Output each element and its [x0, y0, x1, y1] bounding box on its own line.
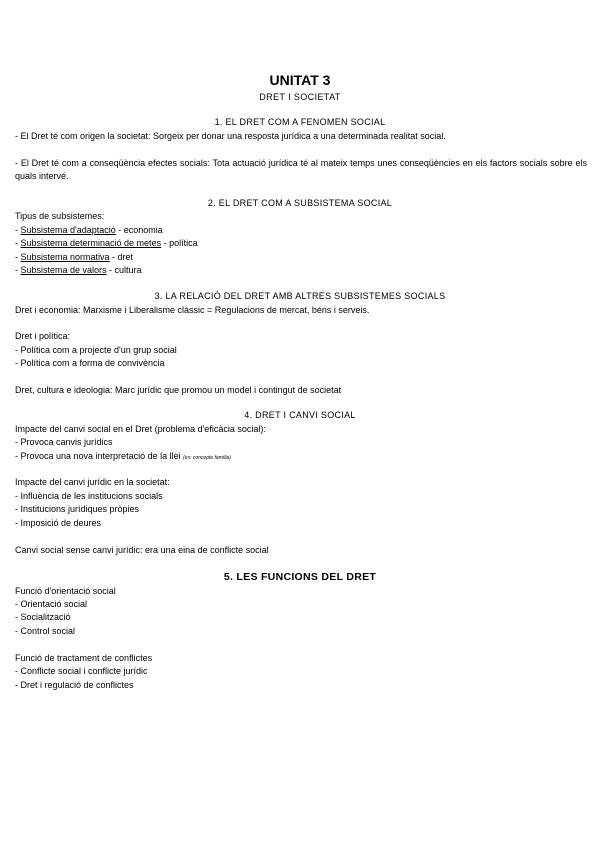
law-politics-item: - Política com a forma de convivència: [15, 358, 165, 368]
law-politics-title: Dret i política:: [15, 331, 71, 341]
section-1-paragraph-1: - El Dret té com origen la societat: Sorgeix per donar una resposta jurídica a una determinada realitat social.: [15, 131, 446, 141]
section-3-heading: 3. LA RELACIÓ DEL DRET AMB ALTRES SUBSISTEMES SOCIALS: [154, 291, 446, 301]
subsystem-item: - Subsistema de valors - cultura: [15, 265, 142, 275]
function-orientation-item: - Control social: [15, 626, 76, 636]
subsystem-relation: dret: [117, 252, 134, 262]
subsystem-relation: cultura: [114, 265, 142, 275]
section-4-heading: 4. DRET I CANVI SOCIAL: [244, 410, 356, 420]
function-conflict-item: - Conflicte social i conflicte jurídic: [15, 666, 148, 676]
impact-social-change-item: - Provoca canvis jurídics: [15, 437, 113, 447]
impact-legal-change-title: Impacte del canvi jurídic en la societat:: [15, 477, 170, 487]
subsystem-name: Subsistema normativa: [20, 252, 110, 262]
section-1-paragraph-2: - El Dret té com a conseqüència efectes socials: Tota actuació jurídica té al mateix temps unes conseqüències en els factors socials sobre els quals intervé.: [15, 158, 587, 181]
impact-social-change-title: Impacte del canvi social en el Dret (problema d'eficàcia social):: [15, 424, 266, 434]
subsystem-name: Subsistema determinació de metes: [20, 238, 162, 248]
section-1-heading: 1. EL DRET COM A FENOMEN SOCIAL: [214, 117, 386, 127]
subsystem-name: Subsistema d'adaptació: [20, 225, 116, 235]
document-title: UNITAT 3: [269, 72, 331, 88]
law-politics-item: - Política com a projecte d'un grup social: [15, 345, 177, 355]
impact-legal-change-item: - Influència de les institucions socials: [15, 491, 163, 501]
function-conflict-item: - Dret i regulació de conflictes: [15, 680, 134, 690]
function-conflict-title: Funció de tractament de conflictes: [15, 653, 153, 663]
document-subtitle: DRET I SOCIETAT: [259, 92, 341, 102]
impact-social-change-item: [15, 451, 231, 461]
impact-legal-change-item: - Imposició de deures: [15, 518, 102, 528]
example-note: (ex: concepte família): [183, 455, 231, 461]
subsystems-intro: Tipus de subsistemes:: [15, 211, 105, 221]
law-culture-text: Dret, cultura e ideologia: Marc jurídic que promou un model i contingut de societat: [15, 385, 342, 395]
social-change-closing: Canvi social sense canvi jurídic: era una eina de conflicte social: [15, 545, 269, 555]
function-orientation-title: Funció d'orientació social: [15, 586, 116, 596]
function-orientation-item: - Orientació social: [15, 599, 88, 609]
subsystem-item: - Subsistema d'adaptació - economia: [15, 225, 163, 235]
section-5-heading: 5. LES FUNCIONS DEL DRET: [223, 571, 377, 583]
subsystem-name: Subsistema de valors: [20, 265, 107, 275]
subsystem-item: - Subsistema determinació de metes - política: [15, 238, 198, 248]
impact-legal-change-item: - Institucions jurídiques pròpies: [15, 504, 140, 514]
subsystem-item: - Subsistema normativa - dret: [15, 252, 134, 262]
impact-item-text: - Provoca una nova interpretació de la llei: [15, 451, 181, 461]
subsystem-relation: economia: [123, 225, 163, 235]
function-orientation-item: - Socialització: [15, 612, 71, 622]
law-economy-text: Dret i economia: Marxisme i Liberalisme clàssic = Regulacions de mercat, béns i serveis.: [15, 305, 370, 315]
subsystem-relation: política: [169, 238, 198, 248]
section-2-heading: 2. EL DRET COM A SUBSISTEMA SOCIAL: [207, 198, 393, 208]
